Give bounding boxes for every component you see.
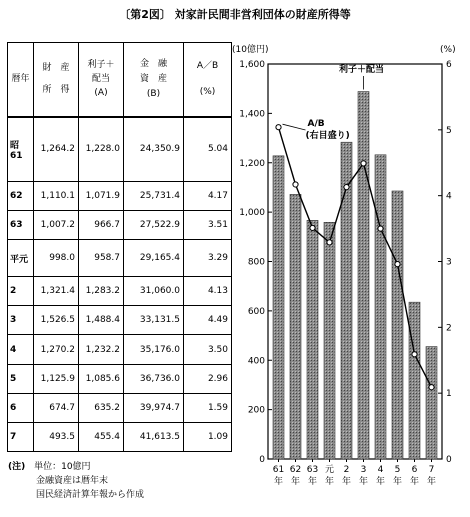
ratio-point [344,185,349,190]
cell-assets: 39,974.7 [124,393,184,422]
x-tick-label: 62 [289,465,302,475]
bar [409,302,420,459]
table-header-row [8,43,232,117]
notes [8,460,144,502]
cell-income: 1,270.2 [34,335,79,364]
cell-income: 674.7 [34,393,79,422]
cell-year: 平元 [8,240,34,277]
cell-ratio: 1.09 [184,422,232,451]
x-tick-suffix: 年 [375,477,386,487]
bar [358,92,369,459]
notes-label: (注) [8,462,26,472]
x-tick-suffix: 年 [392,477,403,487]
x-tick-suffix: 年 [273,477,284,487]
right-tick-label: 0 [446,455,452,465]
right-tick-label: 6 [446,60,452,70]
header-assets-top: 金 融 [139,59,167,70]
header-assets-mid: 資 産 [139,74,167,85]
x-tick-suffix: 年 [290,477,301,487]
x-tick-label: 6 [411,465,418,475]
bar [273,156,284,459]
cell-year: 5 [8,364,34,393]
right-tick-label: 4 [446,191,452,202]
cell-assets: 29,165.4 [124,240,184,277]
x-tick-suffix: 年 [358,477,369,487]
x-tick-suffix: 年 [307,477,318,487]
cell-year: 2 [8,277,34,306]
cell-year: 昭61 [8,117,34,182]
cell-year: 63 [8,211,34,240]
x-tick-suffix: 年 [341,477,352,487]
ratio-point [361,161,366,166]
bar [392,191,403,459]
header-ratio-top: A／B [196,61,219,72]
cell-ratio: 4.49 [184,306,232,335]
cell-income: 1,321.4 [34,277,79,306]
cell-year: 3 [8,306,34,335]
header-income [34,43,79,117]
table-row [8,181,232,210]
x-tick-label: 元 [324,465,335,475]
left-tick-label: 600 [247,306,265,317]
cell-interest: 1,232.2 [79,335,124,364]
table-row [8,117,232,182]
cell-year: 7 [8,422,34,451]
annotation-line-1: A/B [307,119,325,129]
ratio-point [327,240,332,245]
header-assets [124,43,184,117]
cell-assets: 41,613.5 [124,422,184,451]
cell-assets: 24,350.9 [124,117,184,182]
ratio-point [429,385,434,390]
cell-interest: 1,071.9 [79,181,124,210]
cell-year: 6 [8,393,34,422]
left-tick-label: 200 [247,405,265,416]
cell-ratio: 4.17 [184,181,232,210]
cell-year: 4 [8,335,34,364]
cell-income: 1,125.9 [34,364,79,393]
header-interest [79,43,124,117]
left-tick-label: 400 [247,356,265,367]
right-tick-label: 1 [446,389,452,400]
ratio-line [279,127,432,387]
table-row [8,277,232,306]
x-tick-label: 4 [377,465,384,475]
bar [324,222,335,459]
x-tick-suffix: 年 [324,477,335,487]
table-row [8,335,232,364]
x-tick-label: 7 [428,465,435,475]
ratio-point [310,225,315,230]
cell-ratio: 3.51 [184,211,232,240]
left-tick-label: 1,000 [239,208,265,219]
cell-interest: 1,283.2 [79,277,124,306]
bar [426,347,437,459]
bar [307,220,318,459]
x-tick-label: 2 [343,465,350,475]
cell-ratio: 5.04 [184,117,232,182]
cell-income: 1,526.5 [34,306,79,335]
header-year: 暦年 [8,43,34,117]
left-tick-label: 1,400 [239,109,265,120]
cell-income: 493.5 [34,422,79,451]
cell-interest: 1,488.4 [79,306,124,335]
cell-assets: 27,522.9 [124,211,184,240]
x-tick-label: 61 [272,465,285,475]
right-axis-unit: (%) [440,45,456,55]
table-row [8,364,232,393]
right-tick-label: 5 [446,125,452,136]
header-ratio [184,43,232,117]
header-income-top: 財 産 [42,63,70,74]
data-table [7,42,232,452]
bar [375,155,386,459]
cell-interest: 635.2 [79,393,124,422]
header-interest-bottom: (A) [94,88,108,99]
notes-assets: 金融資産は暦年末 [36,476,109,486]
right-tick-label: 2 [446,323,452,334]
header-ratio-bottom: (%) [199,87,216,98]
notes-unit: 単位：10億円 [34,462,91,472]
x-tick-label: 3 [360,465,367,475]
cell-income: 1,264.2 [34,117,79,182]
figure-title: 〔第2図〕 対家計民間非営利団体の財産所得等 [119,8,351,21]
bar [290,194,301,459]
ratio-point [395,262,400,267]
cell-interest: 958.7 [79,240,124,277]
cell-year: 62 [8,181,34,210]
x-tick-suffix: 年 [426,477,437,487]
ratio-point [378,226,383,231]
right-tick-label: 3 [446,257,452,268]
left-tick-label: 800 [247,257,265,268]
x-tick-label: 63 [306,465,319,475]
notes-source: 国民経済計算年報から作成 [36,490,145,500]
annotation-line-2: (右目盛り) [305,131,350,141]
cell-income: 1,110.1 [34,181,79,210]
cell-interest: 455.4 [79,422,124,451]
header-interest-top: 利子＋ [87,60,115,71]
chart [230,36,462,510]
cell-assets: 33,131.5 [124,306,184,335]
ratio-point [412,352,417,357]
table-row [8,211,232,240]
cell-assets: 31,060.0 [124,277,184,306]
header-interest-mid: 配当 [91,74,110,85]
ratio-point [276,125,281,130]
ratio-point [293,182,298,187]
header-assets-bottom: (B) [146,89,161,100]
cell-interest: 1,085.6 [79,364,124,393]
annotation-bar: 利子＋配当 [338,65,385,75]
cell-assets: 35,176.0 [124,335,184,364]
table-row [8,393,232,422]
cell-income: 998.0 [34,240,79,277]
table-row [8,240,232,277]
cell-ratio: 1.59 [184,393,232,422]
cell-interest: 966.7 [79,211,124,240]
left-tick-label: 1,200 [239,158,265,169]
left-tick-label: 0 [259,455,265,465]
cell-ratio: 2.96 [184,364,232,393]
left-axis-unit: (10億円) [232,45,269,55]
table-row [8,422,232,451]
x-tick-suffix: 年 [409,477,420,487]
cell-assets: 36,736.0 [124,364,184,393]
cell-income: 1,007.2 [34,211,79,240]
cell-assets: 25,731.4 [124,181,184,210]
cell-ratio: 3.50 [184,335,232,364]
x-tick-label: 5 [394,465,401,475]
cell-ratio: 4.13 [184,277,232,306]
table-row [8,306,232,335]
cell-ratio: 3.29 [184,240,232,277]
cell-interest: 1,228.0 [79,117,124,182]
header-income-bottom: 所 得 [42,85,70,96]
annotation-line-leader [283,124,306,130]
left-tick-label: 1,600 [239,60,265,70]
